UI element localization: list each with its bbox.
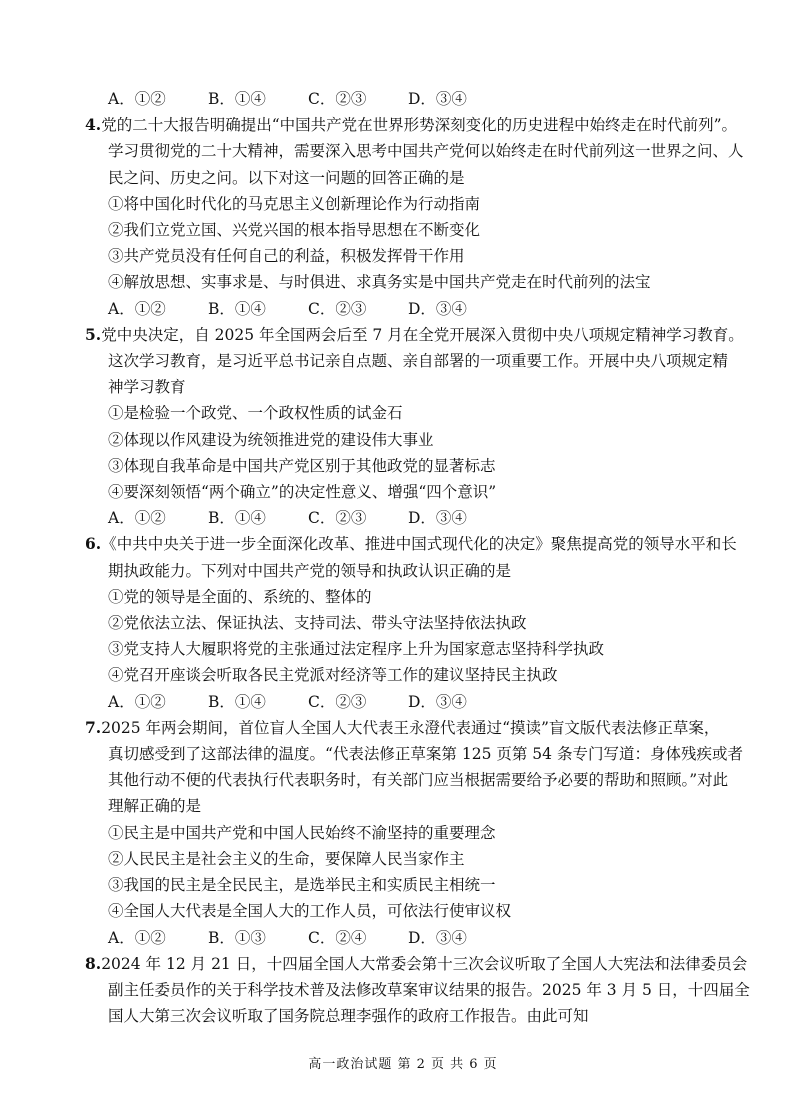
question-list [85, 112, 775, 1029]
question-stem-line [85, 767, 775, 793]
answer-choices [85, 689, 775, 715]
answer-choices-q3 [85, 86, 775, 112]
question-stem-text: 国人大第三次会议听取了国务院总理李强作的政府工作报告。由此可知 [108, 1007, 589, 1026]
choice-d: D．③④ [408, 928, 467, 947]
page-content [85, 86, 775, 1029]
statement-option: ①是检验一个政党、一个政权性质的试金石 [108, 404, 403, 423]
choice-a: A．①② [108, 692, 166, 711]
statement-option: ④党召开座谈会听取各民主党派对经济等工作的建议坚持民主执政 [108, 666, 558, 685]
question-stem-text: 2025 年两会期间，首位盲人全国人大代表王永澄代表通过“摸读”盲文版代表法修正草案， [101, 718, 720, 737]
question-stem-text: 党的二十大报告明确提出“中国共产党在世界形势深刻变化的历史进程中始终走在时代前列”。 [101, 116, 738, 135]
question-stem-line [85, 112, 775, 138]
question-number: 6. [85, 534, 102, 554]
choice-a: A．①② [108, 299, 166, 318]
choice-c: C．②③ [308, 90, 367, 108]
choice-c: C．②③ [308, 299, 367, 318]
question-stem-line [85, 793, 775, 819]
question-stem-line [85, 558, 775, 584]
question-stem-line [85, 977, 775, 1003]
question-stem-line [85, 348, 775, 374]
choice-a: A．①② [108, 509, 166, 528]
question-stem-text: 2024 年 12 月 21 日，十四届全国人大常委会第十三次会议听取了全国人大宪法和法律委员会 [101, 954, 748, 973]
statement-option: ③党支持人大履职将党的主张通过法定程序上升为国家意志坚持科学执政 [108, 640, 605, 659]
statement-option: ①将中国化时代化的马克思主义创新理论作为行动指南 [108, 194, 481, 213]
choice-b: B．①④ [208, 692, 266, 711]
question-block [85, 531, 775, 714]
statement-option: ④全国人大代表是全国人大的工作人员，可依法行使审议权 [108, 902, 512, 921]
choice-d: D．③④ [408, 90, 467, 108]
choice-d: D．③④ [408, 509, 467, 528]
question-stem-text: 期执政能力。下列对中国共产党的领导和执政认识正确的是 [108, 561, 512, 580]
question-stem-text: 学习贯彻党的二十大精神，需要深入思考中国共产党何以始终走在时代前列这一世界之问、人 [108, 142, 744, 161]
question-stem-line [85, 951, 775, 977]
question-number: 7. [85, 717, 102, 737]
question-stem-line [85, 165, 775, 191]
choice-c: C．②④ [308, 928, 367, 947]
page-footer: 高一政治试题 第 2 页 共 6 页 [308, 1057, 498, 1072]
question-stem-line [85, 138, 775, 164]
question-block [85, 715, 775, 951]
question-block [85, 322, 775, 532]
question-stem-line [85, 715, 775, 741]
answer-choices [85, 925, 775, 951]
choice-b: B．①④ [208, 299, 266, 318]
answer-choices [85, 505, 775, 531]
question-stem-line [85, 374, 775, 400]
choice-a: A．①② [108, 928, 166, 947]
question-stem-line [85, 531, 775, 557]
question-stem-text: 理解正确的是 [108, 797, 202, 816]
choice-b: B．①④ [208, 509, 266, 528]
choice-b: B．①④ [208, 90, 266, 108]
choice-c: C．②③ [308, 509, 367, 528]
question-stem-line [85, 741, 775, 767]
statement-option: ③共产党员没有任何自己的利益，积极发挥骨干作用 [108, 247, 465, 266]
statement-option: ③体现自我革命是中国共产党区别于其他政党的显著标志 [108, 456, 496, 475]
question-number: 8. [85, 953, 102, 973]
question-block [85, 951, 775, 1030]
question-number: 5. [85, 324, 102, 344]
question-stem-text: 真切感受到了这部法律的温度。“代表法修正草案第 125 页第 54 条专门写道：身体残疾或者 [108, 745, 743, 764]
statement-option: ②人民民主是社会主义的生命，要保障人民当家作主 [108, 849, 465, 868]
statement-option: ②党依法立法、保证执法、支持司法、带头守法坚持依法执政 [108, 614, 527, 633]
question-number: 4. [85, 115, 102, 135]
question-block [85, 112, 775, 322]
question-stem-text: 民之问、历史之问。以下对这一问题的回答正确的是 [108, 168, 465, 187]
statement-option: ②体现以作风建设为统领推进党的建设伟大事业 [108, 430, 434, 449]
question-stem-text: 神学习教育 [108, 378, 186, 397]
question-stem-text: 其他行动不便的代表执行代表职务时，有关部门应当根据需要给予必要的帮助和照顾。”对此 [108, 771, 729, 790]
choice-b: B．①③ [208, 928, 266, 947]
question-stem-text: 这次学习教育，是习近平总书记亲自点题、亲自部署的一项重要工作。开展中央八项规定精 [108, 352, 729, 371]
question-stem-line [85, 1003, 775, 1029]
statement-option: ④要深刻领悟“两个确立”的决定性意义、增强“四个意识” [108, 483, 497, 502]
question-stem-text: 《中共中央关于进一步全面深化改革、推进中国式现代化的决定》聚焦提高党的领导水平和长 [101, 535, 737, 554]
statement-option: ②我们立党立国、兴党兴国的根本指导思想在不断变化 [108, 221, 481, 240]
choice-a: A．①② [108, 90, 166, 108]
question-stem-text: 副主任委员作的关于科学技术普及法修改草案审议结果的报告。2025 年 3 月 5 日，十四届全 [108, 980, 750, 999]
statement-option: ④解放思想、实事求是、与时俱进、求真务实是中国共产党走在时代前列的法宝 [108, 273, 651, 292]
question-stem-line [85, 322, 775, 348]
answer-choices [85, 296, 775, 322]
choice-d: D．③④ [408, 299, 467, 318]
choice-c: C．②③ [308, 692, 367, 711]
statement-option: ①党的领导是全面的、系统的、整体的 [108, 587, 372, 606]
statement-option: ①民主是中国共产党和中国人民始终不渝坚持的重要理念 [108, 823, 496, 842]
question-stem-text: 党中央决定，自 2025 年全国两会后至 7 月在全党开展深入贯彻中央八项规定精神学习教育。 [101, 325, 744, 344]
statement-option: ③我国的民主是全民民主，是选举民主和实质民主相统一 [108, 876, 496, 895]
choice-d: D．③④ [408, 692, 467, 711]
